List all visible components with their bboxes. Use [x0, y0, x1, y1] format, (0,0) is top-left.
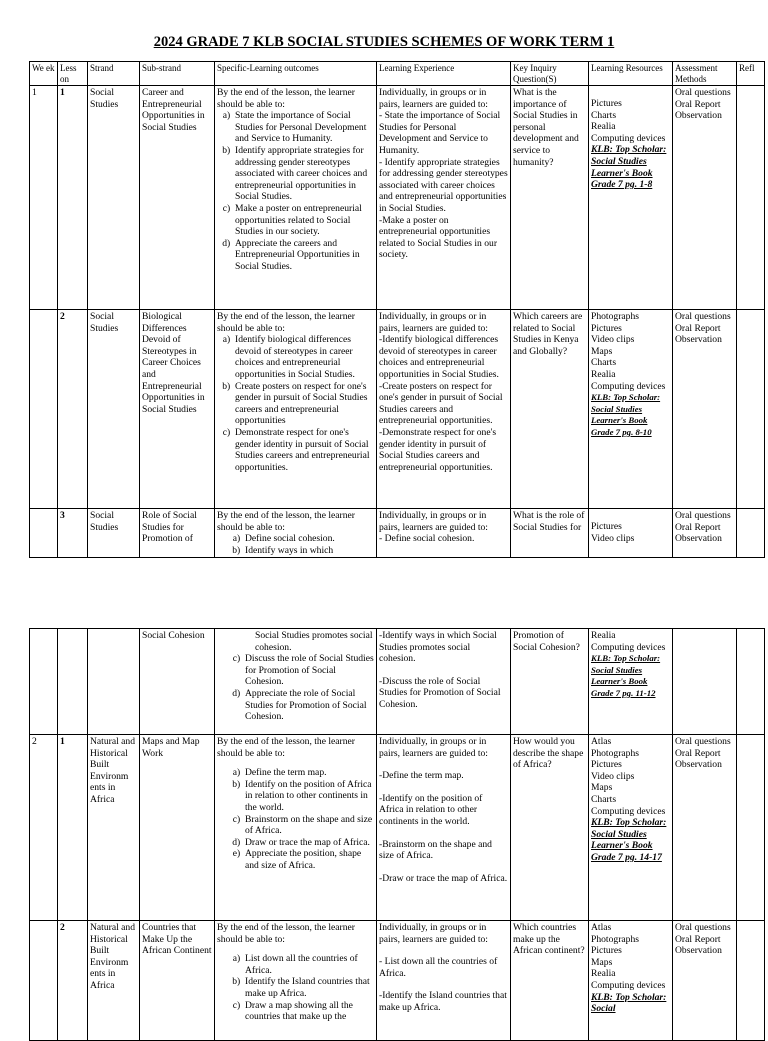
assessment-cell [673, 509, 737, 558]
list-item: Oral questions [675, 311, 731, 322]
reflection-cell [737, 86, 765, 310]
inquiry-cell: Which careers are related to Social Studies in Kenya and Globally? [511, 310, 589, 509]
outcomes-list [217, 533, 374, 556]
table-row [30, 310, 765, 509]
header-strand: Strand [88, 62, 140, 86]
lesson-cell: 1 [58, 86, 88, 310]
inquiry-cell: How would you describe the shape of Africa? [511, 735, 589, 921]
list-item: Charts [591, 109, 617, 121]
experience-intro: Individually, in groups or in pairs, learners are guided to: [379, 736, 488, 759]
list-item: Computing devices [591, 380, 666, 392]
list-item: Video clips [591, 770, 635, 782]
list-item: Oral questions [675, 510, 731, 521]
list-item: Oral questions [675, 87, 731, 98]
outcomes-list [217, 767, 374, 871]
experience-intro: Individually, in groups or in pairs, learners are guided to: [379, 311, 488, 334]
lesson-cell: 3 [58, 509, 88, 558]
list-item: - State the importance of Social Studies for Personal Development and Service to Humanity. [379, 110, 501, 156]
list-item: b. Identify appropriate strategies for addressing gender stereotypes associated with career choices and entrepreneurial opportunities in Social Studies. [235, 145, 374, 203]
outcomes-list [217, 953, 374, 1023]
list-item: -Identify the Island countries that make up Africa. [379, 990, 507, 1013]
list-item: Realia [591, 630, 616, 641]
list-item: Oral Report [675, 933, 721, 945]
lesson-cell: 2 [58, 921, 88, 1041]
assessment-cell [673, 310, 737, 509]
strand-cell: Natural and Historical Built Environm ents in Africa [88, 921, 140, 1041]
list-item: Computing devices [591, 641, 666, 653]
list-item: Observation [675, 759, 722, 771]
list-item: Pictures [591, 759, 622, 771]
header-experience: Learning Experience [377, 62, 511, 86]
assessment-cell [673, 86, 737, 310]
strand-cell: Social Studies [88, 86, 140, 310]
assessment-cell [673, 629, 737, 735]
list-item: Observation [675, 945, 722, 957]
experience-cell [377, 310, 511, 509]
resources-cell [589, 509, 673, 558]
list-item: Photographs [591, 311, 639, 322]
reflection-cell [737, 509, 765, 558]
textbook-reference: KLB: Top Scholar: Social Studies Learner's Book Grade 7 pg. 1-8 [591, 144, 667, 191]
resources-cell [589, 629, 673, 735]
list-item: Observation [675, 533, 722, 545]
list-item: c. Brainstorm on the shape and size of Africa. [245, 814, 374, 837]
reflection-cell [737, 735, 765, 921]
strand-cell: Social Studies [88, 310, 140, 509]
page-title: 2024 GRADE 7 KLB SOCIAL STUDIES SCHEMES OF WORK TERM 1 [153, 34, 615, 50]
list-item: -Define the term map. [379, 770, 464, 782]
textbook-reference: KLB: Top Scholar: Social [591, 991, 667, 1015]
assessment-cell [673, 735, 737, 921]
list-item: b. Identify ways in which [245, 545, 374, 557]
list-item: - List down all the countries of Africa. [379, 956, 498, 979]
outcomes-intro: By the end of the lesson, the learner should be able to: [217, 510, 355, 533]
list-item: d. Appreciate the role of Social Studies for Promotion of Social Cohesion. [245, 688, 374, 723]
list-item: Realia [591, 968, 616, 980]
list-item: Oral Report [675, 521, 721, 533]
outcomes-cell [215, 509, 377, 558]
experience-intro: Individually, in groups or in pairs, learners are guided to: [379, 510, 488, 533]
list-item: c. Make a poster on entrepreneurial opportunities related to Social Studies in our society. [235, 203, 374, 238]
substrand-cell: Role of Social Studies for Promotion of [140, 509, 215, 558]
table-row [30, 86, 765, 310]
list-item: Atlas [591, 922, 612, 933]
substrand-cell: Maps and Map Work [140, 735, 215, 921]
reflection-cell [737, 629, 765, 735]
list-item: b. Identify the Island countries that make up Africa. [245, 976, 374, 999]
lesson-cell [58, 629, 88, 735]
list-item: Realia [591, 121, 616, 133]
list-item: Oral Report [675, 747, 721, 759]
lesson-cell: 1 [58, 735, 88, 921]
list-item: -Demonstrate respect for one's gender identity in pursuit of Social Studies careers and entrepreneurial opportunities. [379, 426, 497, 473]
list-item: -Make a poster on entrepreneurial opportunities related to Social Studies in our society. [379, 214, 498, 261]
list-item: c. Demonstrate respect for one's gender identity in pursuit of Social Studies careers and entrepreneurial opportunities. [235, 427, 374, 473]
list-item: -Brainstorm on the shape and size of Africa. [379, 838, 492, 862]
list-item: Video clips [591, 334, 635, 346]
list-item: a. State the importance of Social Studies for Personal Development and Service to Humanity. [235, 110, 374, 145]
list-item: Computing devices [591, 805, 666, 817]
textbook-reference: KLB: Top Scholar: Social Studies Learner's Book Grade 7 pg. 14-17 [591, 817, 667, 863]
list-item: Video clips [591, 532, 635, 544]
week-cell [30, 509, 58, 558]
outcomes-cell [215, 86, 377, 310]
schemes-table-part-2 [29, 628, 765, 1041]
header-resources: Learning Resources [589, 62, 673, 86]
experience-cell [377, 735, 511, 921]
list-item: Charts [591, 793, 617, 805]
outcomes-cell [215, 735, 377, 921]
header-outcomes: Specific-Learning outcomes [215, 62, 377, 86]
list-item: - Identify appropriate strategies for addressing gender stereotypes associated with career choices and entrepreneurial opportunities in Social Studies. [379, 156, 508, 214]
outcome-continuation: Social Studies promotes social cohesion. [255, 630, 373, 653]
resources-cell [589, 86, 673, 310]
outcomes-list [217, 110, 374, 272]
header-lesson: Less on [58, 62, 88, 86]
experience-cell [377, 86, 511, 310]
header-inquiry: Key Inquiry Question(S) [511, 62, 589, 86]
list-item: Computing devices [591, 979, 666, 991]
list-item: c. Draw a map showing all the countries that make up the [245, 1000, 374, 1023]
inquiry-cell: What is the importance of Social Studies in personal development and service to humanity? [511, 86, 589, 310]
strand-cell: Natural and Historical Built Environm ents in Africa [88, 735, 140, 921]
list-item: Maps [591, 345, 613, 357]
header-week: We ek [30, 62, 58, 86]
resources-cell [589, 921, 673, 1041]
experience-cell [377, 921, 511, 1041]
outcomes-intro: By the end of the lesson, the learner should be able to: [217, 311, 355, 334]
list-item: c. Discuss the role of Social Studies for Promotion of Social Cohesion. [245, 653, 374, 688]
table-row [30, 509, 765, 558]
list-item: Photographs [591, 747, 639, 759]
list-item: e. Appreciate the position, shape and size of Africa. [245, 848, 374, 871]
header-assessment: Assessment Methods [673, 62, 737, 86]
list-item: b. Create posters on respect for one's gender in pursuit of Social Studies careers and entrepreneurial opportunities [235, 381, 374, 427]
inquiry-cell: What is the role of Social Studies for [511, 509, 589, 558]
week-cell [30, 629, 58, 735]
schemes-table-part-1 [29, 61, 765, 558]
list-item: Photographs [591, 933, 639, 945]
strand-cell [88, 629, 140, 735]
list-item: Maps [591, 956, 613, 968]
outcomes-intro: By the end of the lesson, the learner should be able to: [217, 87, 355, 110]
outcomes-list [217, 334, 374, 473]
list-item: -Identify ways in which Social Studies promotes social cohesion. [379, 630, 497, 665]
list-item: Oral Report [675, 98, 721, 110]
week-cell: 2 [30, 735, 58, 921]
list-item: Pictures [591, 322, 622, 334]
reflection-cell [737, 310, 765, 509]
outcomes-cell [215, 921, 377, 1041]
list-item: Pictures [591, 521, 622, 532]
table-header-row [30, 62, 765, 86]
inquiry-cell: Promotion of Social Cohesion? [511, 629, 589, 735]
list-item: Charts [591, 357, 617, 369]
list-item: Pictures [591, 945, 622, 957]
week-cell [30, 921, 58, 1041]
strand-cell: Social Studies [88, 509, 140, 558]
list-item: Computing devices [591, 132, 666, 144]
resources-cell [589, 735, 673, 921]
resources-cell [589, 310, 673, 509]
list-item: -Identify biological differences devoid of stereotypes in career choices and entrepreneurial opportunities in Social Studies. [379, 334, 499, 380]
experience-cell [377, 629, 511, 735]
list-item: Observation [675, 334, 722, 346]
header-reflection: Refl [737, 62, 765, 86]
outcomes-cell [215, 629, 377, 735]
header-substrand: Sub-strand [140, 62, 215, 86]
list-item: a. List down all the countries of Africa. [245, 953, 374, 976]
list-item: Realia [591, 368, 616, 380]
list-item: -Create posters on respect for one's gender in pursuit of Social Studies careers and entrepreneurial opportunities. [379, 380, 503, 427]
table-row [30, 735, 765, 921]
lesson-cell: 2 [58, 310, 88, 509]
list-item: -Discuss the role of Social Studies for Promotion of Social Cohesion. [379, 675, 501, 710]
list-item: b. Identify on the position of Africa in relation to other continents in the world. [245, 779, 374, 814]
assessment-cell [673, 921, 737, 1041]
list-item: a. Define the term map. [245, 767, 374, 779]
list-item: Oral questions [675, 736, 731, 747]
list-item: -Draw or trace the map of Africa. [379, 872, 508, 884]
experience-cell [377, 509, 511, 558]
list-item: a. Define social cohesion. [245, 533, 374, 545]
week-cell: 1 [30, 86, 58, 310]
list-item: Oral Report [675, 322, 721, 334]
list-item: Atlas [591, 736, 612, 747]
list-item: Maps [591, 782, 613, 794]
list-item: -Identify on the position of Africa in relation to other continents in the world. [379, 792, 483, 827]
outcomes-cell [215, 310, 377, 509]
reflection-cell [737, 921, 765, 1041]
substrand-cell: Biological Differences Devoid of Stereotypes in Career Choices and Entrepreneurial Opportunities in Social Studies [140, 310, 215, 509]
list-item: a. Identify biological differences devoid of stereotypes in career choices and entrepreneurial opportunities in Social Studies. [235, 334, 374, 380]
textbook-reference: KLB: Top Scholar: Social Studies Learner's Book Grade 7 pg. 11-12 [591, 653, 661, 698]
list-item: - Define social cohesion. [379, 533, 475, 545]
table-row [30, 629, 765, 735]
list-item: d. Appreciate the careers and Entrepreneurial Opportunities in Social Studies. [235, 238, 374, 273]
textbook-reference: KLB: Top Scholar: Social Studies Learner's Book Grade 7 pg. 8-10 [591, 392, 661, 437]
list-item: Observation [675, 110, 722, 122]
inquiry-cell: Which countries make up the African continent? [511, 921, 589, 1041]
substrand-cell: Career and Entrepreneurial Opportunities in Social Studies [140, 86, 215, 310]
substrand-cell: Countries that Make Up the African Continent [140, 921, 215, 1041]
outcomes-intro: By the end of the lesson, the learner should be able to: [217, 922, 355, 945]
outcomes-intro: By the end of the lesson, the learner should be able to: [217, 736, 355, 759]
list-item: Oral questions [675, 922, 731, 933]
experience-intro: Individually, in groups or in pairs, learners are guided to: [379, 87, 488, 110]
week-cell [30, 310, 58, 509]
list-item: Pictures [591, 98, 622, 109]
substrand-cell: Social Cohesion [140, 629, 215, 735]
experience-intro: Individually, in groups or in pairs, learners are guided to: [379, 922, 488, 945]
table-row [30, 921, 765, 1041]
list-item: d. Draw or trace the map of Africa. [245, 837, 374, 849]
outcomes-list [217, 653, 374, 723]
